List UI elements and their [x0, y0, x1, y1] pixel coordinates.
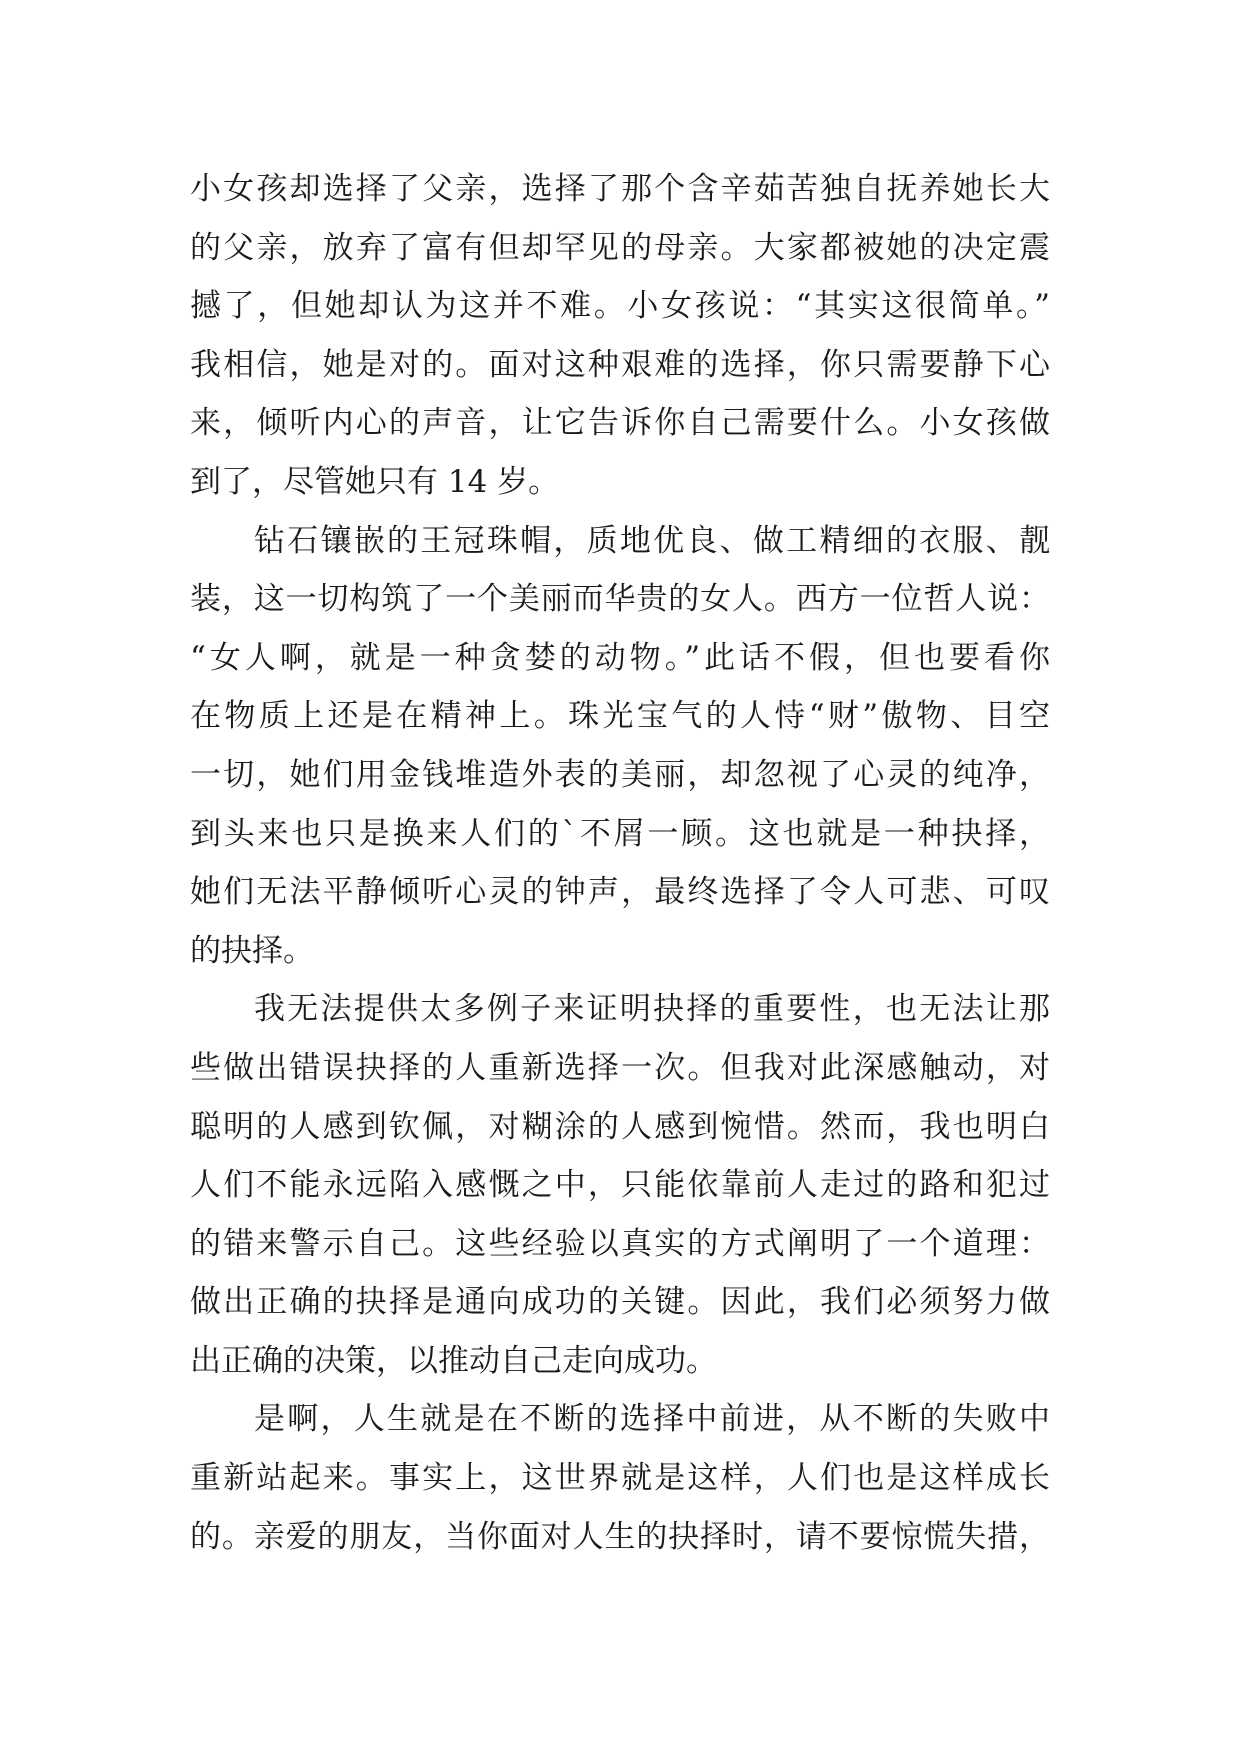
- text-line: 的错来警示自己。这些经验以真实的方式阐明了一个道理：: [190, 1225, 1050, 1262]
- text-line: 装，这一切构筑了一个美丽而华贵的女人。西方一位哲人说：: [190, 581, 1050, 618]
- text-line: 我无法提供太多例子来证明抉择的重要性，也无法让那: [254, 991, 1050, 1028]
- text-line: 聪明的人感到钦佩，对糊涂的人感到惋惜。然而，我也明白: [190, 1108, 1050, 1145]
- text-line: 的抉择。: [190, 932, 314, 969]
- text-line: “女人啊，就是一种贪婪的动物。”此话不假，但也要看你: [190, 639, 1050, 676]
- text-line: 重新站起来。事实上，这世界就是这样，人们也是这样成长: [190, 1460, 1050, 1497]
- text-line: 一切，她们用金钱堆造外表的美丽，却忽视了心灵的纯净，: [190, 756, 1050, 793]
- text-line: 的。亲爱的朋友，当你面对人生的抉择时，请不要惊慌失措，: [190, 1518, 1050, 1555]
- text-line: 是啊，人生就是在不断的选择中前进，从不断的失败中: [254, 1401, 1050, 1438]
- body-text: [190, 160, 1050, 1566]
- text-line: 的父亲，放弃了富有但却罕见的母亲。大家都被她的决定震: [190, 229, 1050, 266]
- text-line: 做出正确的抉择是通向成功的关键。因此，我们必须努力做: [190, 1284, 1050, 1321]
- text-line: 到头来也只是换来人们的`不屑一顾。这也就是一种抉择，: [190, 815, 1050, 852]
- text-line: 我相信，她是对的。面对这种艰难的选择，你只需要静下心: [190, 346, 1050, 383]
- text-line: 在物质上还是在精神上。珠光宝气的人恃“财”傲物、目空: [190, 698, 1050, 735]
- text-line: 钻石镶嵌的王冠珠帽，质地优良、做工精细的衣服、靓: [254, 522, 1050, 559]
- text-line: 到了，尽管她只有 14 岁。: [190, 463, 560, 500]
- text-line: 来，倾听内心的声音，让它告诉你自己需要什么。小女孩做: [190, 405, 1050, 442]
- text-line: 小女孩却选择了父亲，选择了那个含辛茹苦独自抚养她长大: [190, 171, 1050, 207]
- text-line: 人们不能永远陷入感慨之中，只能依靠前人走过的路和犯过: [190, 1167, 1050, 1204]
- text-line: 撼了，但她却认为这并不难。小女孩说：“其实这很简单。”: [190, 288, 1050, 325]
- text-line: 出正确的决策，以推动自己走向成功。: [190, 1342, 717, 1379]
- text-line: 她们无法平静倾听心灵的钟声，最终选择了令人可悲、可叹: [190, 874, 1050, 911]
- text-line: 些做出错误抉择的人重新选择一次。但我对此深感触动，对: [190, 1049, 1050, 1086]
